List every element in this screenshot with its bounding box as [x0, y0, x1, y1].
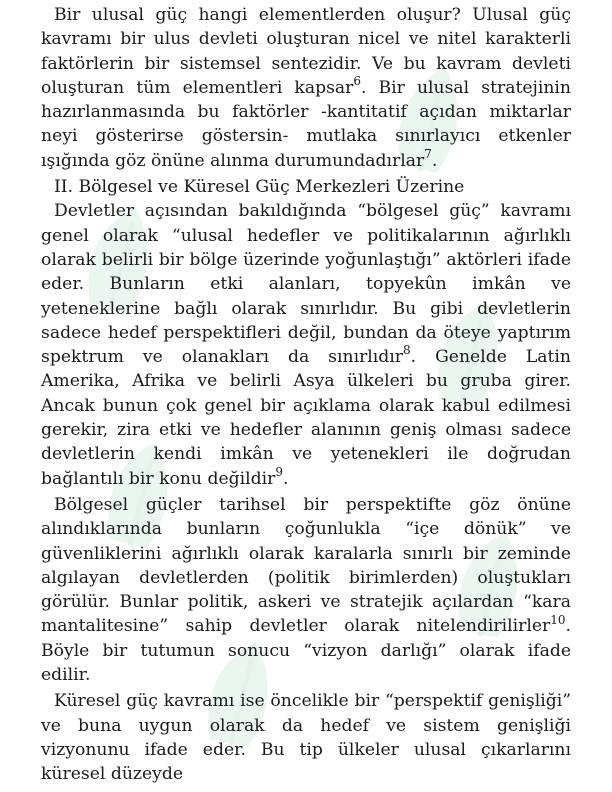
- footnote-ref[interactable]: 9: [275, 464, 283, 479]
- paragraph-regional-power: [41, 199, 571, 491]
- paragraph-text: . Böyle bir tutumun sonucu “vizyon darlığı” olarak ifade edilir.: [41, 616, 571, 686]
- footnote-ref[interactable]: 10: [550, 612, 566, 627]
- paragraph-text: . Genelde Latin Amerika, Afrika ve belirli Asya ülkeleri bu gruba girer. Ancak bunun çok genel bir açıklama olarak kabul edilmesi gerekir, zira etki ve hedefler alanının geniş olması sadece devletlerin kendi imkân ve yetenekleri ile doğrudan bağlantılı bir konu değildir: [41, 347, 571, 489]
- paragraph-text: Bir ulusal güç hangi elementlerden oluşur? Ulusal güç kavramı bir ulus devleti oluşturan nicel ve nitel karakterli faktörlerin bir sistemsel sentezidir. Ve bu kavram devleti oluşturan tüm elementleri kapsar: [41, 5, 571, 98]
- footnote-ref[interactable]: 7: [424, 147, 432, 162]
- paragraph-text: .: [283, 468, 289, 489]
- footnote-ref[interactable]: 8: [403, 343, 411, 358]
- paragraph-text: Bölgesel güçler tarihsel bir perspektifte göz önüne alındıklarında bunların çoğunlukla “içe dönük” ve güvenliklerini ağırlıklı olarak karalarla sınırlı bir zeminde algılayan devletlerden (politik birimlerden) oluştukları görülür. Bunlar politik, askeri ve stratejik açılardan “kara mantalitesine” sahip devletler olarak nitelendirilirler: [41, 494, 571, 637]
- paragraph-historical: [41, 493, 571, 687]
- footnote-ref[interactable]: 6: [353, 74, 362, 89]
- paragraph-national-power: [41, 3, 571, 173]
- document-body: [41, 3, 571, 789]
- paragraph-text: . Bir ulusal stratejinin hazırlanmasında bu faktörler -kantitatif açıdan miktarlar neyi gösterirse göstersin- mutlaka sınırlayıcı etkenler ışığında göz önüne alınma durumundadırlar: [41, 77, 571, 171]
- paragraph-text: .: [431, 150, 438, 171]
- paragraph-global-power: Küresel güç kavramı ise öncelikle bir “perspektif genişliği” ve buna uygun olarak da hedef ve sistem genişliği vizyonunu ifade eder. Bu tip ülkeler ulusal çıkarlarını küresel düzeyde: [41, 691, 571, 785]
- paragraph-text: Devletler açısından bakıldığında “bölgesel güç” kavramı genel olarak “ulusal hedefler ve politikalarının ağırlıklı olarak belirli bir bölge üzerinde yoğunlaştığı” aktörleri ifade eder. Bunların etki alanları, topyekûn imkân ve yeteneklerine bağlı olarak sınırlıdır. Bu gibi devletlerin sadece hedef perspektifleri değil, bundan da öteye yaptırım spektrum ve olanakları da sınırlıdır: [41, 201, 571, 368]
- section-heading: II. Bölgesel ve Küresel Güç Merkezleri Üzerine: [54, 177, 465, 198]
